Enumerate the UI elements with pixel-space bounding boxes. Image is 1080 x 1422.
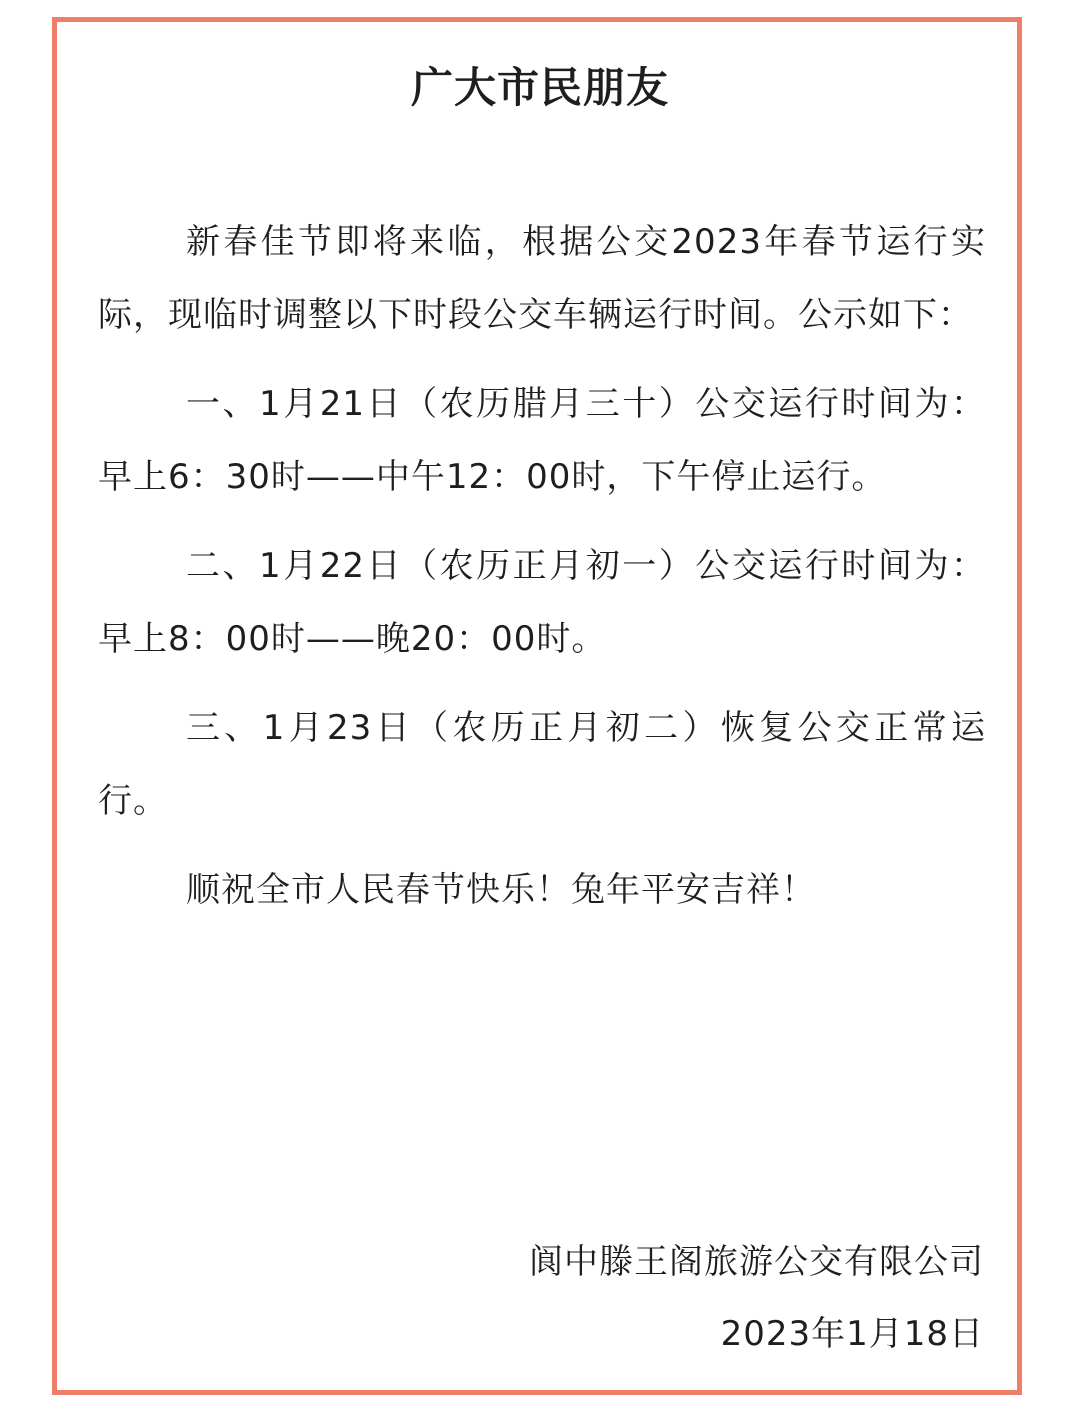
intro-paragraph: 新春佳节即将来临，根据公交2023年春节运行实际，现临时调整以下时段公交车辆运行时间。公示如下：	[98, 222, 986, 335]
issue-date: 2023年1月18日	[720, 1314, 984, 1354]
issuer-name: 阆中滕王阁旅游公交有限公司	[529, 1242, 984, 1282]
signature-block	[529, 1226, 984, 1370]
notice-body	[98, 206, 986, 927]
notice-title: 广大市民朋友	[410, 63, 669, 112]
greeting-paragraph: 顺祝全市人民春节快乐！兔年平安吉祥！	[186, 870, 816, 910]
schedule-item-jan23: 三、1月23日（农历正月初二）恢复公交正常运行。	[98, 708, 986, 821]
schedule-item-jan22: 二、1月22日（农历正月初一）公交运行时间为：早上8：00时——晚20：00时。	[98, 546, 986, 659]
schedule-item-jan21: 一、1月21日（农历腊月三十）公交运行时间为：早上6：30时——中午12：00时，下午停止运行。	[98, 384, 986, 497]
